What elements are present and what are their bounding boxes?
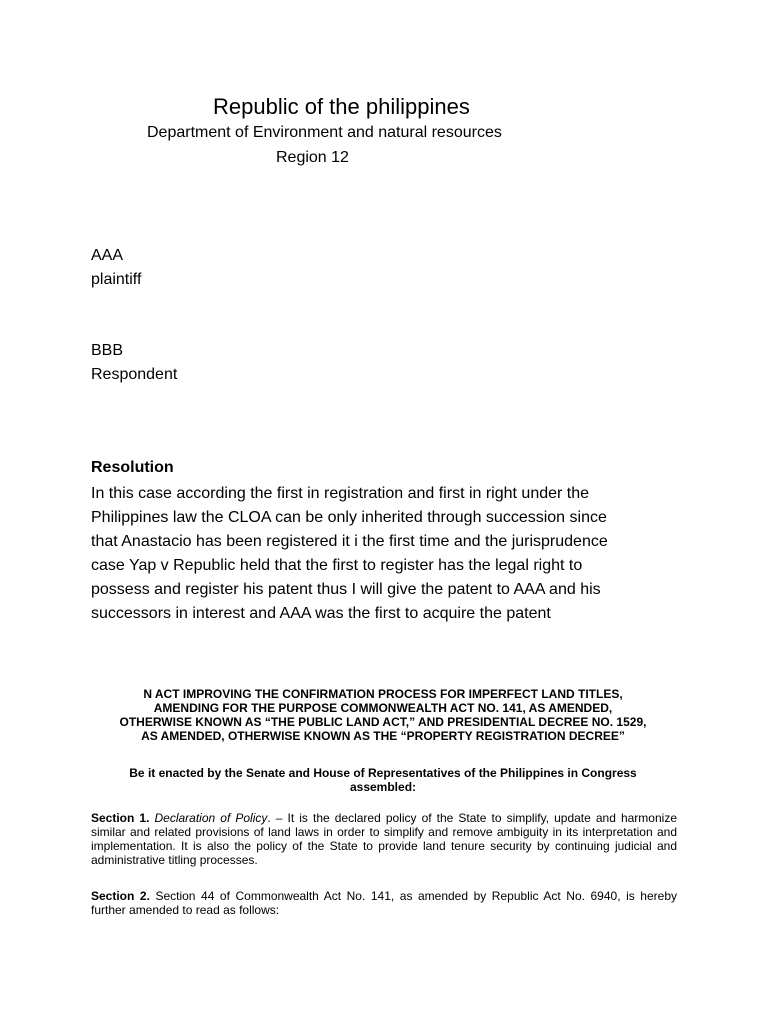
section-2 xyxy=(91,889,677,917)
section-1-text: . – It is the declared policy of the State to simplify, update and harmonize similar and related provisions of land laws in order to simplify and remove ambiguity in its interpretation and implementation. It is also the policy of the State to provide land tenure security by continuing judicial and administrative titling processes. xyxy=(91,811,677,867)
section-2-text: Section 44 of Commonwealth Act No. 141, as amended by Republic Act No. 6940, is hereby further amended to read as follows: xyxy=(91,889,677,917)
resolution-line: possess and register his patent thus I will give the patent to AAA and his xyxy=(91,581,601,598)
act-title-line: N ACT IMPROVING THE CONFIRMATION PROCESS FOR IMPERFECT LAND TITLES, xyxy=(143,687,623,701)
region-heading: Region 12 xyxy=(276,149,349,166)
section-1-label: Section 1. xyxy=(91,811,150,825)
respondent-role: Respondent xyxy=(91,366,178,383)
enacting-line: Be it enacted by the Senate and House of Representatives of the Philippines in Congress xyxy=(129,766,637,780)
plaintiff-block xyxy=(91,244,141,292)
respondent-block xyxy=(91,339,177,387)
section-1-heading: Declaration of Policy xyxy=(154,811,268,825)
resolution-heading: Resolution xyxy=(91,459,174,476)
department-heading: Department of Environment and natural resources xyxy=(147,124,502,141)
enacting-clause xyxy=(86,766,680,794)
section-2-label: Section 2. xyxy=(91,889,150,903)
resolution-body xyxy=(91,482,681,626)
resolution-line: that Anastacio has been registered it i the first time and the jurisprudence xyxy=(91,533,608,550)
enacting-line: assembled: xyxy=(349,780,417,794)
resolution-line: In this case according the first in registration and first in right under the xyxy=(91,485,590,502)
respondent-name: BBB xyxy=(91,342,124,359)
resolution-line: case Yap v Republic held that the first to register has the legal right to xyxy=(91,557,583,574)
act-title-line: AS AMENDED, OTHERWISE KNOWN AS THE “PROPERTY REGISTRATION DECREE” xyxy=(141,729,625,743)
act-title xyxy=(86,687,680,743)
resolution-line: Philippines law the CLOA can be only inherited through succession since xyxy=(91,509,607,526)
section-1 xyxy=(91,811,677,867)
plaintiff-name: AAA xyxy=(91,247,124,264)
plaintiff-role: plaintiff xyxy=(91,271,142,288)
act-title-line: AMENDING FOR THE PURPOSE COMMONWEALTH ACT NO. 141, AS AMENDED, xyxy=(153,701,613,715)
republic-heading: Republic of the philippines xyxy=(213,94,470,119)
resolution-line: successors in interest and AAA was the first to acquire the patent xyxy=(91,605,551,622)
act-title-line: OTHERWISE KNOWN AS “THE PUBLIC LAND ACT,” AND PRESIDENTIAL DECREE NO. 1529, xyxy=(119,715,647,729)
